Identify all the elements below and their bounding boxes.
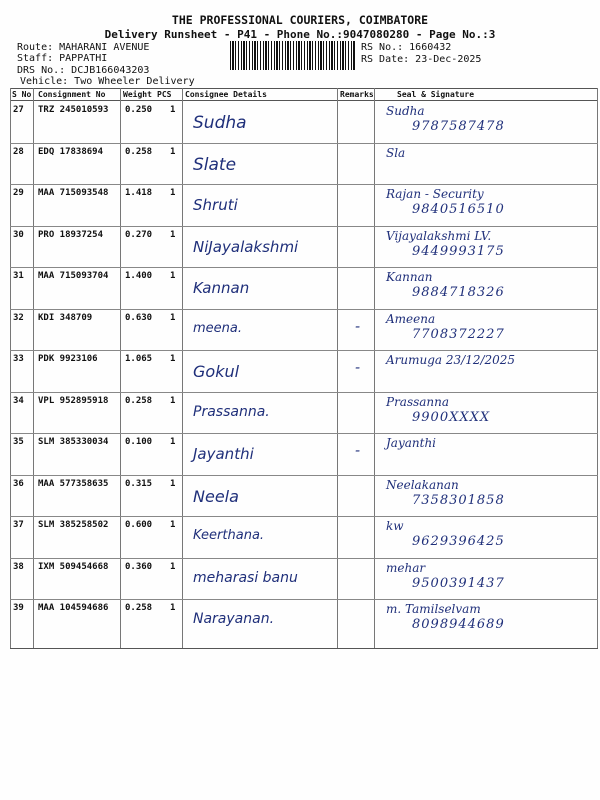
table-bottom-rule bbox=[10, 648, 598, 649]
route-label: Route: MAHARANI AVENUE bbox=[17, 42, 150, 53]
column-divider bbox=[120, 88, 121, 648]
row-pcs: 1 bbox=[170, 395, 176, 406]
signature-phone: 7358301858 bbox=[412, 492, 505, 508]
col-header-consignment: Consignment No bbox=[38, 90, 106, 99]
col-header-remarks: Remarks bbox=[340, 90, 374, 99]
rs-date: RS Date: 23-Dec-2025 bbox=[361, 54, 482, 65]
row-sno: 34 bbox=[13, 395, 24, 406]
signature-name: Prassanna bbox=[386, 394, 450, 409]
row-pcs: 1 bbox=[170, 105, 176, 115]
row-sno: 33 bbox=[13, 354, 24, 364]
row-consignment-no: KDI 348709 bbox=[38, 312, 93, 323]
row-consignment-no: EDQ 17838694 bbox=[38, 146, 104, 157]
consignee-handwriting: Prassanna. bbox=[193, 403, 270, 420]
column-divider bbox=[33, 88, 34, 648]
row-divider bbox=[10, 350, 598, 351]
signature-phone: 9900XXXX bbox=[412, 409, 491, 425]
row-weight: 0.630 bbox=[125, 312, 153, 323]
consignee-handwriting: Kannan bbox=[193, 279, 250, 297]
row-divider bbox=[10, 309, 598, 310]
row-weight: 0.315 bbox=[125, 478, 153, 489]
row-sno: 29 bbox=[13, 188, 24, 198]
signature-name: Kannan bbox=[386, 270, 433, 284]
row-pcs: 1 bbox=[170, 229, 176, 240]
row-weight: 0.100 bbox=[125, 437, 153, 447]
column-divider bbox=[597, 88, 598, 648]
row-pcs: 1 bbox=[170, 271, 176, 281]
signature-name: Rajan - Security bbox=[386, 187, 484, 201]
signature-phone: 9787587478 bbox=[412, 119, 505, 134]
consignee-handwriting: Neela bbox=[193, 486, 239, 506]
consignee-handwriting: Shruti bbox=[193, 196, 238, 214]
row-pcs: 1 bbox=[170, 478, 176, 489]
column-divider bbox=[337, 88, 338, 648]
row-consignment-no: MAA 577358635 bbox=[38, 478, 109, 489]
page-title: THE PROFESSIONAL COURIERS, COIMBATORE bbox=[171, 13, 429, 27]
row-sno: 27 bbox=[13, 105, 24, 115]
column-divider bbox=[182, 88, 183, 648]
signature-name: kw bbox=[386, 519, 404, 533]
signature-phone: 9629396425 bbox=[412, 534, 505, 549]
row-weight: 0.258 bbox=[125, 395, 153, 406]
row-consignment-no: MAA 715093548 bbox=[38, 188, 109, 198]
col-header-sno: S No bbox=[12, 90, 32, 99]
row-sno: 35 bbox=[13, 437, 24, 447]
row-pcs: 1 bbox=[170, 146, 176, 157]
row-pcs: 1 bbox=[170, 437, 176, 447]
signature-phone: 9884718326 bbox=[412, 285, 505, 300]
row-weight: 0.258 bbox=[125, 146, 153, 157]
consignee-handwriting: meena. bbox=[193, 320, 242, 336]
row-divider bbox=[10, 558, 598, 559]
column-divider bbox=[374, 88, 375, 648]
row-consignment-no: SLM 385330034 bbox=[38, 437, 109, 447]
signature-phone: 7708372227 bbox=[412, 326, 505, 342]
signature-name: Jayanthi bbox=[386, 436, 437, 450]
row-divider bbox=[10, 184, 598, 185]
row-pcs: 1 bbox=[170, 354, 176, 364]
row-divider bbox=[10, 475, 598, 476]
consignee-handwriting: Narayanan. bbox=[193, 611, 275, 627]
header-bottom-rule bbox=[10, 100, 598, 101]
col-header-consignee: Consignee Details bbox=[185, 90, 267, 99]
row-pcs: 1 bbox=[170, 312, 176, 323]
signature-name: mehar bbox=[386, 560, 426, 575]
page-subtitle: Delivery Runsheet - P41 - Phone No.:9047080280 - Page No.:3 bbox=[104, 28, 496, 41]
signature-name: m. Tamilselvam bbox=[386, 602, 481, 616]
consignee-handwriting: Gokul bbox=[193, 362, 240, 381]
row-sno: 38 bbox=[13, 561, 24, 572]
row-pcs: 1 bbox=[170, 561, 176, 572]
row-divider bbox=[10, 143, 598, 144]
signature-name: Sla bbox=[386, 145, 406, 160]
header-top-rule bbox=[10, 88, 598, 89]
col-header-weight: Weight bbox=[123, 90, 152, 99]
consignee-handwriting: Slate bbox=[193, 154, 237, 175]
row-consignment-no: MAA 715093704 bbox=[38, 271, 109, 281]
row-weight: 0.258 bbox=[125, 603, 153, 613]
row-sno: 31 bbox=[13, 271, 24, 281]
row-sno: 37 bbox=[13, 520, 24, 530]
row-consignment-no: TRZ 245010593 bbox=[38, 105, 109, 115]
row-weight: 1.065 bbox=[125, 354, 153, 364]
row-divider bbox=[10, 392, 598, 393]
consignee-handwriting: Keerthana. bbox=[193, 528, 265, 543]
row-sno: 30 bbox=[13, 229, 24, 240]
row-weight: 1.400 bbox=[125, 271, 153, 281]
signature-name: Arumuga 23/12/2025 bbox=[386, 353, 516, 367]
row-pcs: 1 bbox=[170, 188, 176, 198]
vehicle-label: Vehicle: Two Wheeler Delivery bbox=[20, 76, 195, 87]
row-pcs: 1 bbox=[170, 520, 176, 530]
consignee-handwriting: meharasi banu bbox=[193, 569, 298, 586]
consignee-handwriting: Sudha bbox=[193, 113, 247, 133]
row-sno: 32 bbox=[13, 312, 24, 323]
signature-name: Neelakanan bbox=[386, 477, 459, 492]
remark-mark: - bbox=[355, 360, 361, 376]
staff-label: Staff: PAPPATHI bbox=[17, 53, 108, 64]
row-divider bbox=[10, 267, 598, 268]
row-consignment-no: IXM 509454668 bbox=[38, 561, 109, 572]
signature-name: Ameena bbox=[386, 311, 436, 326]
row-sno: 39 bbox=[13, 603, 24, 613]
signature-phone: 9840516510 bbox=[412, 202, 505, 217]
row-divider bbox=[10, 599, 598, 600]
row-weight: 1.418 bbox=[125, 188, 153, 198]
remark-mark: - bbox=[355, 318, 361, 335]
row-weight: 0.250 bbox=[125, 105, 153, 115]
row-weight: 0.270 bbox=[125, 229, 153, 240]
drs-label: DRS No.: DCJB166043203 bbox=[17, 65, 150, 76]
row-sno: 36 bbox=[13, 478, 24, 489]
signature-phone: 9500391437 bbox=[412, 575, 505, 591]
row-divider bbox=[10, 226, 598, 227]
consignee-handwriting: NiJayalakshmi bbox=[193, 237, 299, 256]
signature-phone: 8098944689 bbox=[412, 617, 505, 632]
column-divider bbox=[10, 88, 11, 648]
col-header-pcs: PCS bbox=[157, 90, 172, 99]
row-sno: 28 bbox=[13, 146, 24, 157]
row-divider bbox=[10, 516, 598, 517]
row-weight: 0.600 bbox=[125, 520, 153, 530]
row-consignment-no: VPL 952895918 bbox=[38, 395, 109, 406]
barcode bbox=[230, 41, 356, 70]
row-consignment-no: PRO 18937254 bbox=[38, 229, 104, 240]
row-weight: 0.360 bbox=[125, 561, 153, 572]
signature-name: Sudha bbox=[386, 104, 425, 118]
row-divider bbox=[10, 433, 598, 434]
row-consignment-no: PDK 9923106 bbox=[38, 354, 98, 364]
signature-phone: 9449993175 bbox=[412, 243, 505, 259]
col-header-signature: Seal & Signature bbox=[397, 90, 475, 99]
consignee-handwriting: Jayanthi bbox=[193, 445, 254, 463]
row-consignment-no: MAA 104594686 bbox=[38, 603, 109, 613]
row-consignment-no: SLM 385258502 bbox=[38, 520, 109, 530]
row-pcs: 1 bbox=[170, 603, 176, 613]
rs-number: RS No.: 1660432 bbox=[361, 42, 452, 53]
signature-name: Vijayalakshmi LV. bbox=[386, 228, 492, 243]
remark-mark: - bbox=[355, 443, 361, 459]
